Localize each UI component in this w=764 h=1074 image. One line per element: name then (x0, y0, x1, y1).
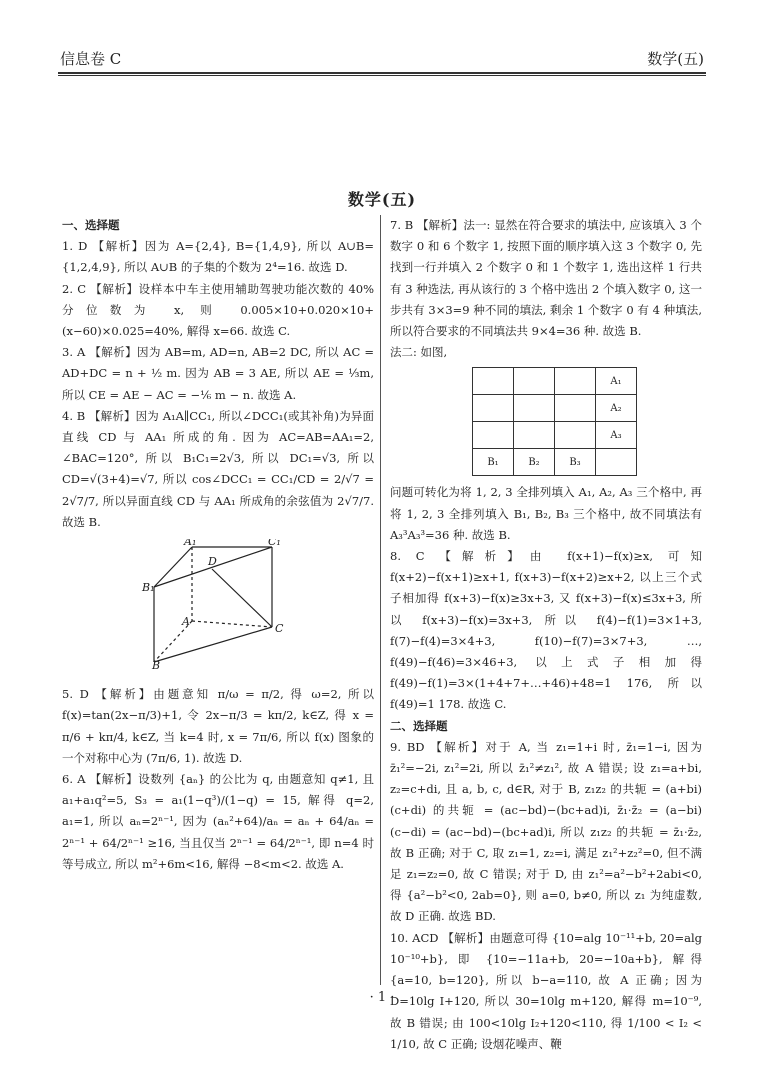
label-A: A (182, 615, 190, 629)
prism-figure (62, 539, 374, 676)
answer-1: 1. D 【解析】因为 A={2,4}, B={1,4,9}, 所以 A∪B={1,2,4,9}, 所以 A∪B 的子集的个数为 2⁴=16. 故选 D. (62, 239, 374, 275)
grid-cell (514, 395, 555, 422)
label-D: D (208, 555, 217, 569)
grid-cell: B₂ (514, 449, 555, 476)
grid-row (473, 395, 637, 422)
answer-9: 9. BD 【解析】对于 A, 当 z₁=1+i 时, z̄₁=1−i, 因为 z̄₁²=−2i, z₁²=2i, 所以 z̄₁²≠z₁², 故 A 错误; 设 z₁=a+bi, z₂=c+di, 且 a, b, c, d∈R, 对于 B, z₁z₂ 的共轭 = (a+bi)(c+di) 的共轭 = (ac−bd)−(bc+ad)i, z̄₁·z̄₂ = (a−bi)(c−di) = (ac−bd)−(bc+ad)i, 所以 z₁z₂ 的共轭 = z̄₁·z̄₂, 故 B 正确; 对于 C, 取 z₁=1, z₂=i, 满足 z₁²+z₂²=0, 但不满足 z₁=z₂=0, 故 C 错误; 对于 D, 由 z₁²=a²−b²+2abi<0, 得 {a²−b²<0, 2ab=0}, 则 a=0, b≠0, 所以 z₁ 为纯虚数, 故 D 正确. 故选 BD. (390, 739, 702, 924)
page-number: · 1 · (369, 990, 395, 1005)
label-C1: C₁ (268, 539, 281, 549)
column-divider (380, 215, 381, 985)
prism-diagram (62, 539, 362, 669)
grid-cell: A₁ (596, 368, 637, 395)
grid-cell (514, 368, 555, 395)
right-column (390, 215, 702, 1055)
label-B: B (152, 659, 161, 670)
answer-10: 10. ACD 【解析】由题意可得 {10=alg 10⁻¹¹+b, 20=alg 10⁻¹⁰+b}, 即 {10=−11a+b, 20=−10a+b}, 解得 {a=10, b=120}, 所以 b−a=110, 故 A 正确; 因为 D=10lg I+120, 所以 30=10lg m+120, 解得 m=10⁻⁹, 故 B 错误; 由 100<10lg I₂+120<110, 得 1/100 < I₂ < 1/10, 故 C 正确; 设烟花噪声、鞭 (390, 930, 702, 1051)
grid-cell: B₁ (473, 449, 514, 476)
label-B1: B₁ (142, 581, 155, 595)
grid-cell (596, 449, 637, 476)
page-title: 数学(五) (347, 190, 417, 209)
answer-3: 3. A 【解析】因为 AB=m, AD=n, AB=2 DC, 所以 AC = AD+DC = n + ½ m. 因为 AB = 3 AE, 所以 AE = ⅓m, 所以 CE = AE − AC = −⅙ m − n. 故选 A. (62, 345, 374, 402)
answer-7-conclusion: 问题可转化为将 1, 2, 3 全排列填入 A₁, A₂, A₃ 三个格中, 再将 1, 2, 3 全排列填入 B₁, B₂, B₃ 三个格中, 故不同填法有 A₃³A₃³=36 种. 故选 B. (390, 485, 702, 542)
grid-cell (473, 368, 514, 395)
page-header (60, 48, 704, 70)
grid-cell: A₃ (596, 422, 637, 449)
header-left: 信息卷 C (60, 50, 122, 68)
fill-grid (472, 367, 637, 476)
header-rule-thin (58, 75, 706, 76)
grid-cell: B₃ (555, 449, 596, 476)
label-C: C (275, 622, 284, 636)
grid-cell: A₂ (596, 395, 637, 422)
grid-cell (514, 422, 555, 449)
grid-row (473, 422, 637, 449)
answer-6: 6. A 【解析】设数列 {aₙ} 的公比为 q, 由题意知 q≠1, 且 a₁+a₁q²=5, S₃ = a₁(1−q³)/(1−q) = 15, 解得 q=2, a₁=1, 所以 aₙ=2ⁿ⁻¹, 因为 (aₙ²+64)/aₙ = aₙ + 64/aₙ = 2ⁿ⁻¹ + 64/2ⁿ⁻¹ ≥16, 当且仅当 2ⁿ⁻¹ = 64/2ⁿ⁻¹, 即 n=4 时等号成立, 所以 m²+6m<16, 解得 −8<m<2. 故选 A. (62, 772, 374, 871)
section-heading-2: 二、选择题 (390, 718, 448, 733)
grid-cell (473, 395, 514, 422)
grid-row (473, 368, 637, 395)
answer-4: 4. B 【解析】因为 A₁A∥CC₁, 所以∠DCC₁(或其补角)为异面直线 CD 与 AA₁ 所成的角. 因为 AC=AB=AA₁=2, ∠BAC=120°, 所以 B₁C₁=2√3, 所以 DC₁=√3, 所以 CD=√(3+4)=√7, 所以 cos∠DCC₁ = CC₁/CD = 2/√7 = 2√7/7, 所以异面直线 CD 与 AA₁ 所成角的余弦值为 2√7/7. 故选 B. (62, 408, 374, 529)
grid-cell (555, 368, 596, 395)
answer-8: 8. C 【解析】由 f(x+1)−f(x)≥x, 可知 f(x+2)−f(x+1)≥x+1, f(x+3)−f(x+2)≥x+2, 以上三个式子相加得 f(x+3)−f(x)≥3x+3, 又 f(x+3)−f(x)≤3x+3, 所以 f(x+3)−f(x)=3x+3, 所以 f(4)−f(1)=3×1+3, f(7)−f(4)=3×4+3, f(10)−f(7)=3×7+3, …, f(49)−f(46)=3×46+3, 以上式子相加得 f(49)−f(1)=3×(1+4+7+…+46)+48=1 176, 所以 f(49)=1 178. 故选 C. (390, 549, 702, 712)
left-column (62, 215, 374, 875)
answer-5: 5. D 【解析】由题意知 π/ω = π/2, 得 ω=2, 所以 f(x)=tan(2x−π/3)+1, 令 2x−π/3 = kπ/2, k∈Z, 得 x = π/6 + kπ/4, k∈Z, 当 k=4 时, x = 7π/6, 所以 f(x) 图象的一个对称中心为 (7π/6, 1). 故选 D. (62, 687, 374, 765)
grid-cell (555, 395, 596, 422)
grid-cell (555, 422, 596, 449)
grid-cell (473, 422, 514, 449)
label-A1: A₁ (184, 539, 197, 549)
header-right: 数学(五) (647, 50, 704, 68)
answer-7-method-2: 法二: 如图, (390, 345, 448, 360)
section-heading-1: 一、选择题 (62, 218, 120, 232)
header-rule (58, 72, 706, 74)
answer-7-method-1: 7. B 【解析】法一: 显然在符合要求的填法中, 应该填入 3 个数字 0 和 6 个数字 1, 按照下面的顺序填入这 3 个数字 0, 先找到一行并填入 2 个数字 0 和 1 个数字 1, 选出这样 1 行共有 3 种选法, 再从该行的 3 个格中选出 2 个填入数字 0, 这一步共有 3×3=9 种不同的填法, 剩余 1 个数字 0 有 4 种填法, 所以符合要求的不同填法共 9×4=36 种. 故选 B. (390, 218, 702, 339)
grid-row (473, 449, 637, 476)
answer-2: 2. C 【解析】设样本中车主使用辅助驾驶功能次数的 40% 分位数为 x, 则 0.005×10+0.020×10+(x−60)×0.025=40%, 解得 x=66. 故选 C. (62, 281, 374, 339)
